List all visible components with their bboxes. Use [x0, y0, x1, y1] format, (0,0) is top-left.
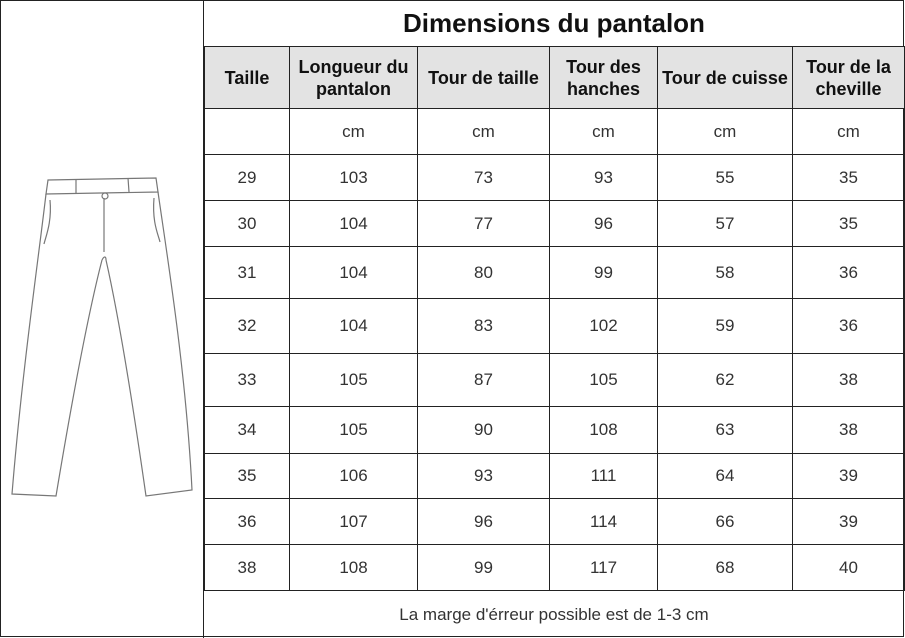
cell: 35: [205, 454, 290, 499]
cell: 66: [658, 499, 793, 545]
table-row: [205, 454, 905, 499]
cell: 38: [793, 407, 905, 454]
cell: 35: [793, 155, 905, 201]
header-cell: Tour des hanches: [550, 47, 658, 109]
cell: 96: [418, 499, 550, 545]
header-cell: Longueur du pantalon: [290, 47, 418, 109]
table-row: [205, 545, 905, 591]
cell: 103: [290, 155, 418, 201]
cell: 80: [418, 247, 550, 299]
pants-icon: [8, 172, 198, 502]
table-row: [205, 354, 905, 407]
cell: 104: [290, 201, 418, 247]
cell: 96: [550, 201, 658, 247]
pants-illustration-panel: [0, 0, 204, 638]
cell: 57: [658, 201, 793, 247]
cell: 99: [418, 545, 550, 591]
cell: 55: [658, 155, 793, 201]
cell: 102: [550, 299, 658, 354]
unit-cell: [205, 109, 290, 155]
cell: 108: [290, 545, 418, 591]
table-row: [205, 201, 905, 247]
error-margin-note: La marge d'érreur possible est de 1-3 cm: [399, 604, 709, 624]
cell: 32: [205, 299, 290, 354]
cell: 64: [658, 454, 793, 499]
cell: 93: [418, 454, 550, 499]
unit-cell: cm: [290, 109, 418, 155]
units-row: [205, 109, 905, 155]
chart-title: Dimensions du pantalon: [204, 0, 904, 47]
cell: 39: [793, 499, 905, 545]
cell: 39: [793, 454, 905, 499]
cell: 108: [550, 407, 658, 454]
cell: 62: [658, 354, 793, 407]
header-cell: Tour de la cheville: [793, 47, 905, 109]
table-row: [205, 247, 905, 299]
cell: 59: [658, 299, 793, 354]
cell: 36: [793, 247, 905, 299]
cell: 77: [418, 201, 550, 247]
cell: 87: [418, 354, 550, 407]
cell: 107: [290, 499, 418, 545]
cell: 36: [793, 299, 905, 354]
cell: 34: [205, 407, 290, 454]
header-cell: Taille: [205, 47, 290, 109]
cell: 35: [793, 201, 905, 247]
header-cell: Tour de cuisse: [658, 47, 793, 109]
cell: 93: [550, 155, 658, 201]
cell: 106: [290, 454, 418, 499]
unit-cell: cm: [418, 109, 550, 155]
unit-cell: cm: [550, 109, 658, 155]
table-row: [205, 499, 905, 545]
cell: 38: [205, 545, 290, 591]
table-row: [205, 407, 905, 454]
cell: 36: [205, 499, 290, 545]
cell: 29: [205, 155, 290, 201]
cell: 114: [550, 499, 658, 545]
cell: 117: [550, 545, 658, 591]
cell: 99: [550, 247, 658, 299]
header-cell: Tour de taille: [418, 47, 550, 109]
cell: 73: [418, 155, 550, 201]
cell: 104: [290, 247, 418, 299]
cell: 105: [290, 407, 418, 454]
cell: 83: [418, 299, 550, 354]
cell: 30: [205, 201, 290, 247]
cell: 104: [290, 299, 418, 354]
cell: 111: [550, 454, 658, 499]
cell: 38: [793, 354, 905, 407]
unit-cell: cm: [658, 109, 793, 155]
cell: 33: [205, 354, 290, 407]
header-row: [205, 47, 905, 109]
unit-cell: cm: [793, 109, 905, 155]
cell: 105: [290, 354, 418, 407]
cell: 40: [793, 545, 905, 591]
cell: 68: [658, 545, 793, 591]
size-table: [204, 46, 905, 591]
cell: 90: [418, 407, 550, 454]
cell: 58: [658, 247, 793, 299]
table-row: [205, 299, 905, 354]
cell: 63: [658, 407, 793, 454]
cell: 105: [550, 354, 658, 407]
cell: 31: [205, 247, 290, 299]
table-row: [205, 155, 905, 201]
